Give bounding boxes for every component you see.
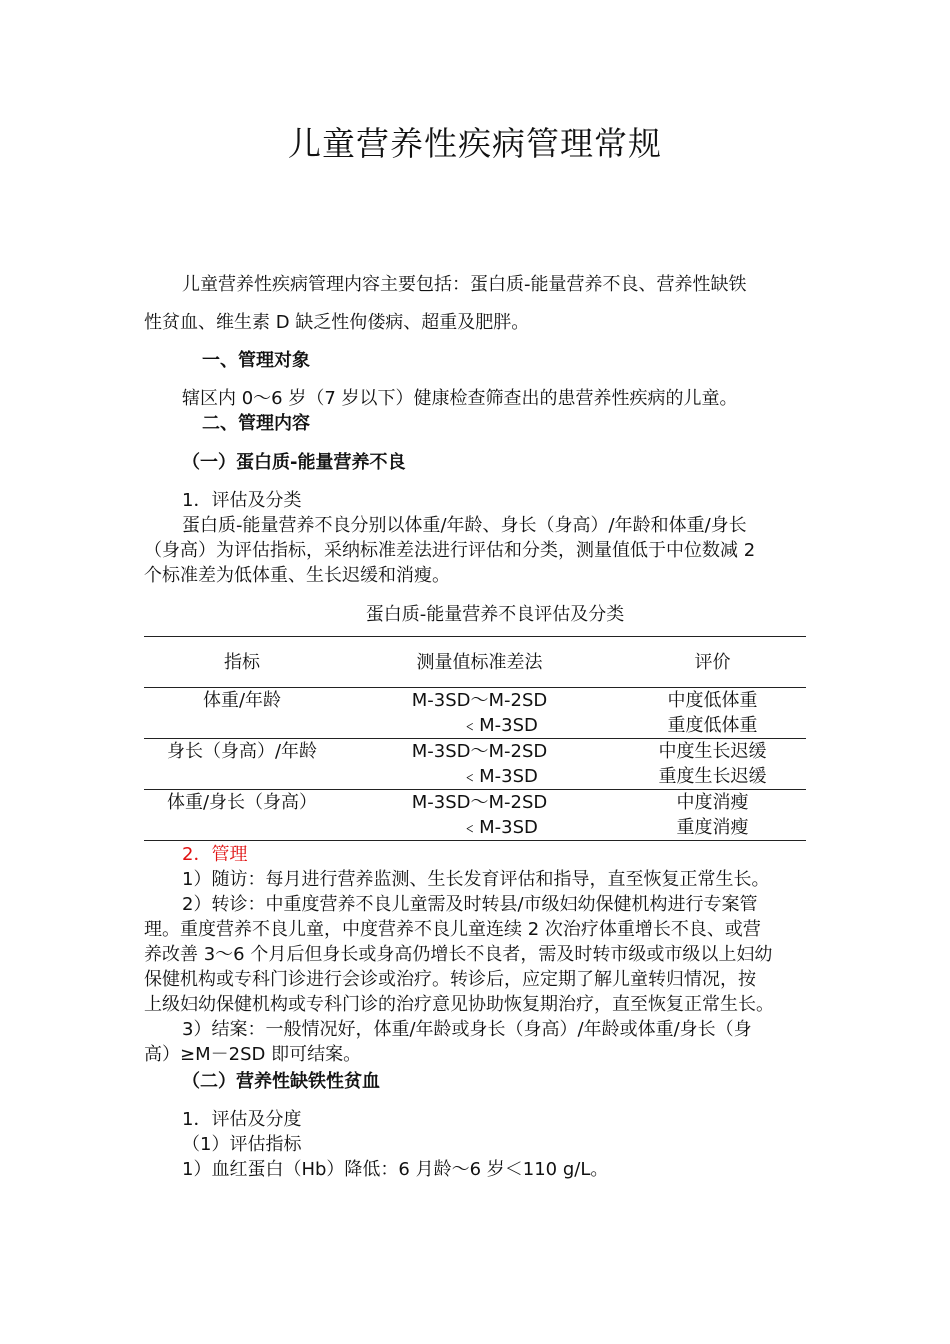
pem-para-line-2: （身高）为评估指标，采纳标准差法进行评估和分类，测量值低于中位数减 2 <box>144 540 756 561</box>
management-heading: 2．管理 <box>182 844 248 865</box>
method-severe: ﹤M-3SD <box>461 715 538 736</box>
referral-line-1: 2）转诊：中重度营养不良儿童需及时转县/市级妇幼保健机构进行专案管 <box>182 894 758 915</box>
intro-line-1: 儿童营养性疾病管理内容主要包括：蛋白质-能量营养不良、营养性缺铁 <box>182 274 747 295</box>
table-cell-rating <box>619 688 806 714</box>
table-cell-method <box>340 713 619 739</box>
referral-line-3: 养改善 3～6 个月后但身长或身高仍增长不良者，需及时转市级或市级以上妇幼 <box>144 944 773 965</box>
table-row <box>144 739 806 765</box>
rating-severe: 重度生长迟缓 <box>658 766 767 787</box>
table-row <box>144 815 806 841</box>
assessment-table <box>144 636 806 841</box>
table-cell-method <box>340 739 619 765</box>
table-cell-rating <box>619 815 806 841</box>
method-moderate: M-3SD～M-2SD <box>411 690 548 711</box>
table-cell-method <box>340 688 619 714</box>
table-cell-method <box>340 764 619 790</box>
table-row <box>144 688 806 714</box>
rating-severe: 重度消瘦 <box>676 817 749 838</box>
table-cell-indicator <box>144 739 340 765</box>
page-title: 儿童营养性疾病管理常规 <box>288 124 662 163</box>
table-header-row <box>144 637 806 688</box>
pem-para-line-1: 蛋白质-能量营养不良分别以体重/年龄、身长（身高）/年龄和体重/身长 <box>182 515 747 536</box>
indicator-label: 体重/年龄 <box>202 690 282 711</box>
rating-moderate: 中度消瘦 <box>676 792 749 813</box>
anemia-item-2: （1）评估指标 <box>182 1134 302 1155</box>
anemia-item-3: 1）血红蛋白（Hb）降低：6 月龄～6 岁＜110 g/L。 <box>182 1159 609 1180</box>
table-row <box>144 790 806 816</box>
section-heading-targets: 一、管理对象 <box>202 350 310 371</box>
table-header-method: 测量值标准差法 <box>340 637 619 688</box>
method-moderate: M-3SD～M-2SD <box>411 741 548 762</box>
indicator-label: 身长（身高）/年龄 <box>166 741 318 762</box>
followup-text: 1）随访：每月进行营养监测、生长发育评估和指导，直至恢复正常生长。 <box>182 869 770 890</box>
table-cell-rating <box>619 739 806 765</box>
item-assessment: 1．评估及分类 <box>182 490 302 511</box>
subsection-heading-pem: （一）蛋白质-能量营养不良 <box>182 452 406 473</box>
rating-moderate: 中度生长迟缓 <box>658 741 767 762</box>
pem-para-line-3: 个标准差为低体重、生长迟缓和消瘦。 <box>144 565 450 586</box>
intro-line-2: 性贫血、维生素 D 缺乏性佝偻病、超重及肥胖。 <box>144 312 530 333</box>
table-cell-indicator <box>144 790 340 816</box>
table-cell-method <box>340 790 619 816</box>
method-severe: ﹤M-3SD <box>461 766 538 787</box>
indicator-label: 体重/身长（身高） <box>166 792 318 813</box>
method-severe: ﹤M-3SD <box>461 817 538 838</box>
table-header-rating: 评价 <box>619 637 806 688</box>
table-header-indicator: 指标 <box>144 637 340 688</box>
table-cell-rating <box>619 790 806 816</box>
table-cell-rating <box>619 764 806 790</box>
table-cell-rating <box>619 713 806 739</box>
referral-line-2: 理。重度营养不良儿童，中度营养不良儿童连续 2 次治疗体重增长不良、或营 <box>144 919 761 940</box>
table-caption: 蛋白质-能量营养不良评估及分类 <box>365 604 625 625</box>
rating-severe: 重度低体重 <box>667 715 758 736</box>
referral-line-5: 上级妇幼保健机构或专科门诊的治疗意见协助恢复期治疗，直至恢复正常生长。 <box>144 994 774 1015</box>
closure-line-2: 高）≥M－2SD 即可结案。 <box>144 1044 362 1065</box>
method-moderate: M-3SD～M-2SD <box>411 792 548 813</box>
table-row <box>144 764 806 790</box>
anemia-item-1: 1．评估及分度 <box>182 1109 302 1130</box>
table-cell-method <box>340 815 619 841</box>
subsection-heading-anemia: （二）营养性缺铁性贫血 <box>182 1071 380 1092</box>
closure-line-1: 3）结案：一般情况好，体重/年龄或身长（身高）/年龄或体重/身长（身 <box>182 1019 752 1040</box>
rating-moderate: 中度低体重 <box>667 690 758 711</box>
table-cell-indicator <box>144 688 340 714</box>
table-row <box>144 713 806 739</box>
referral-line-4: 保健机构或专科门诊进行会诊或治疗。转诊后，应定期了解儿童转归情况，按 <box>144 969 756 990</box>
section-targets-text: 辖区内 0～6 岁（7 岁以下）健康检查筛查出的患营养性疾病的儿童。 <box>182 388 738 409</box>
section-heading-content: 二、管理内容 <box>202 413 310 434</box>
